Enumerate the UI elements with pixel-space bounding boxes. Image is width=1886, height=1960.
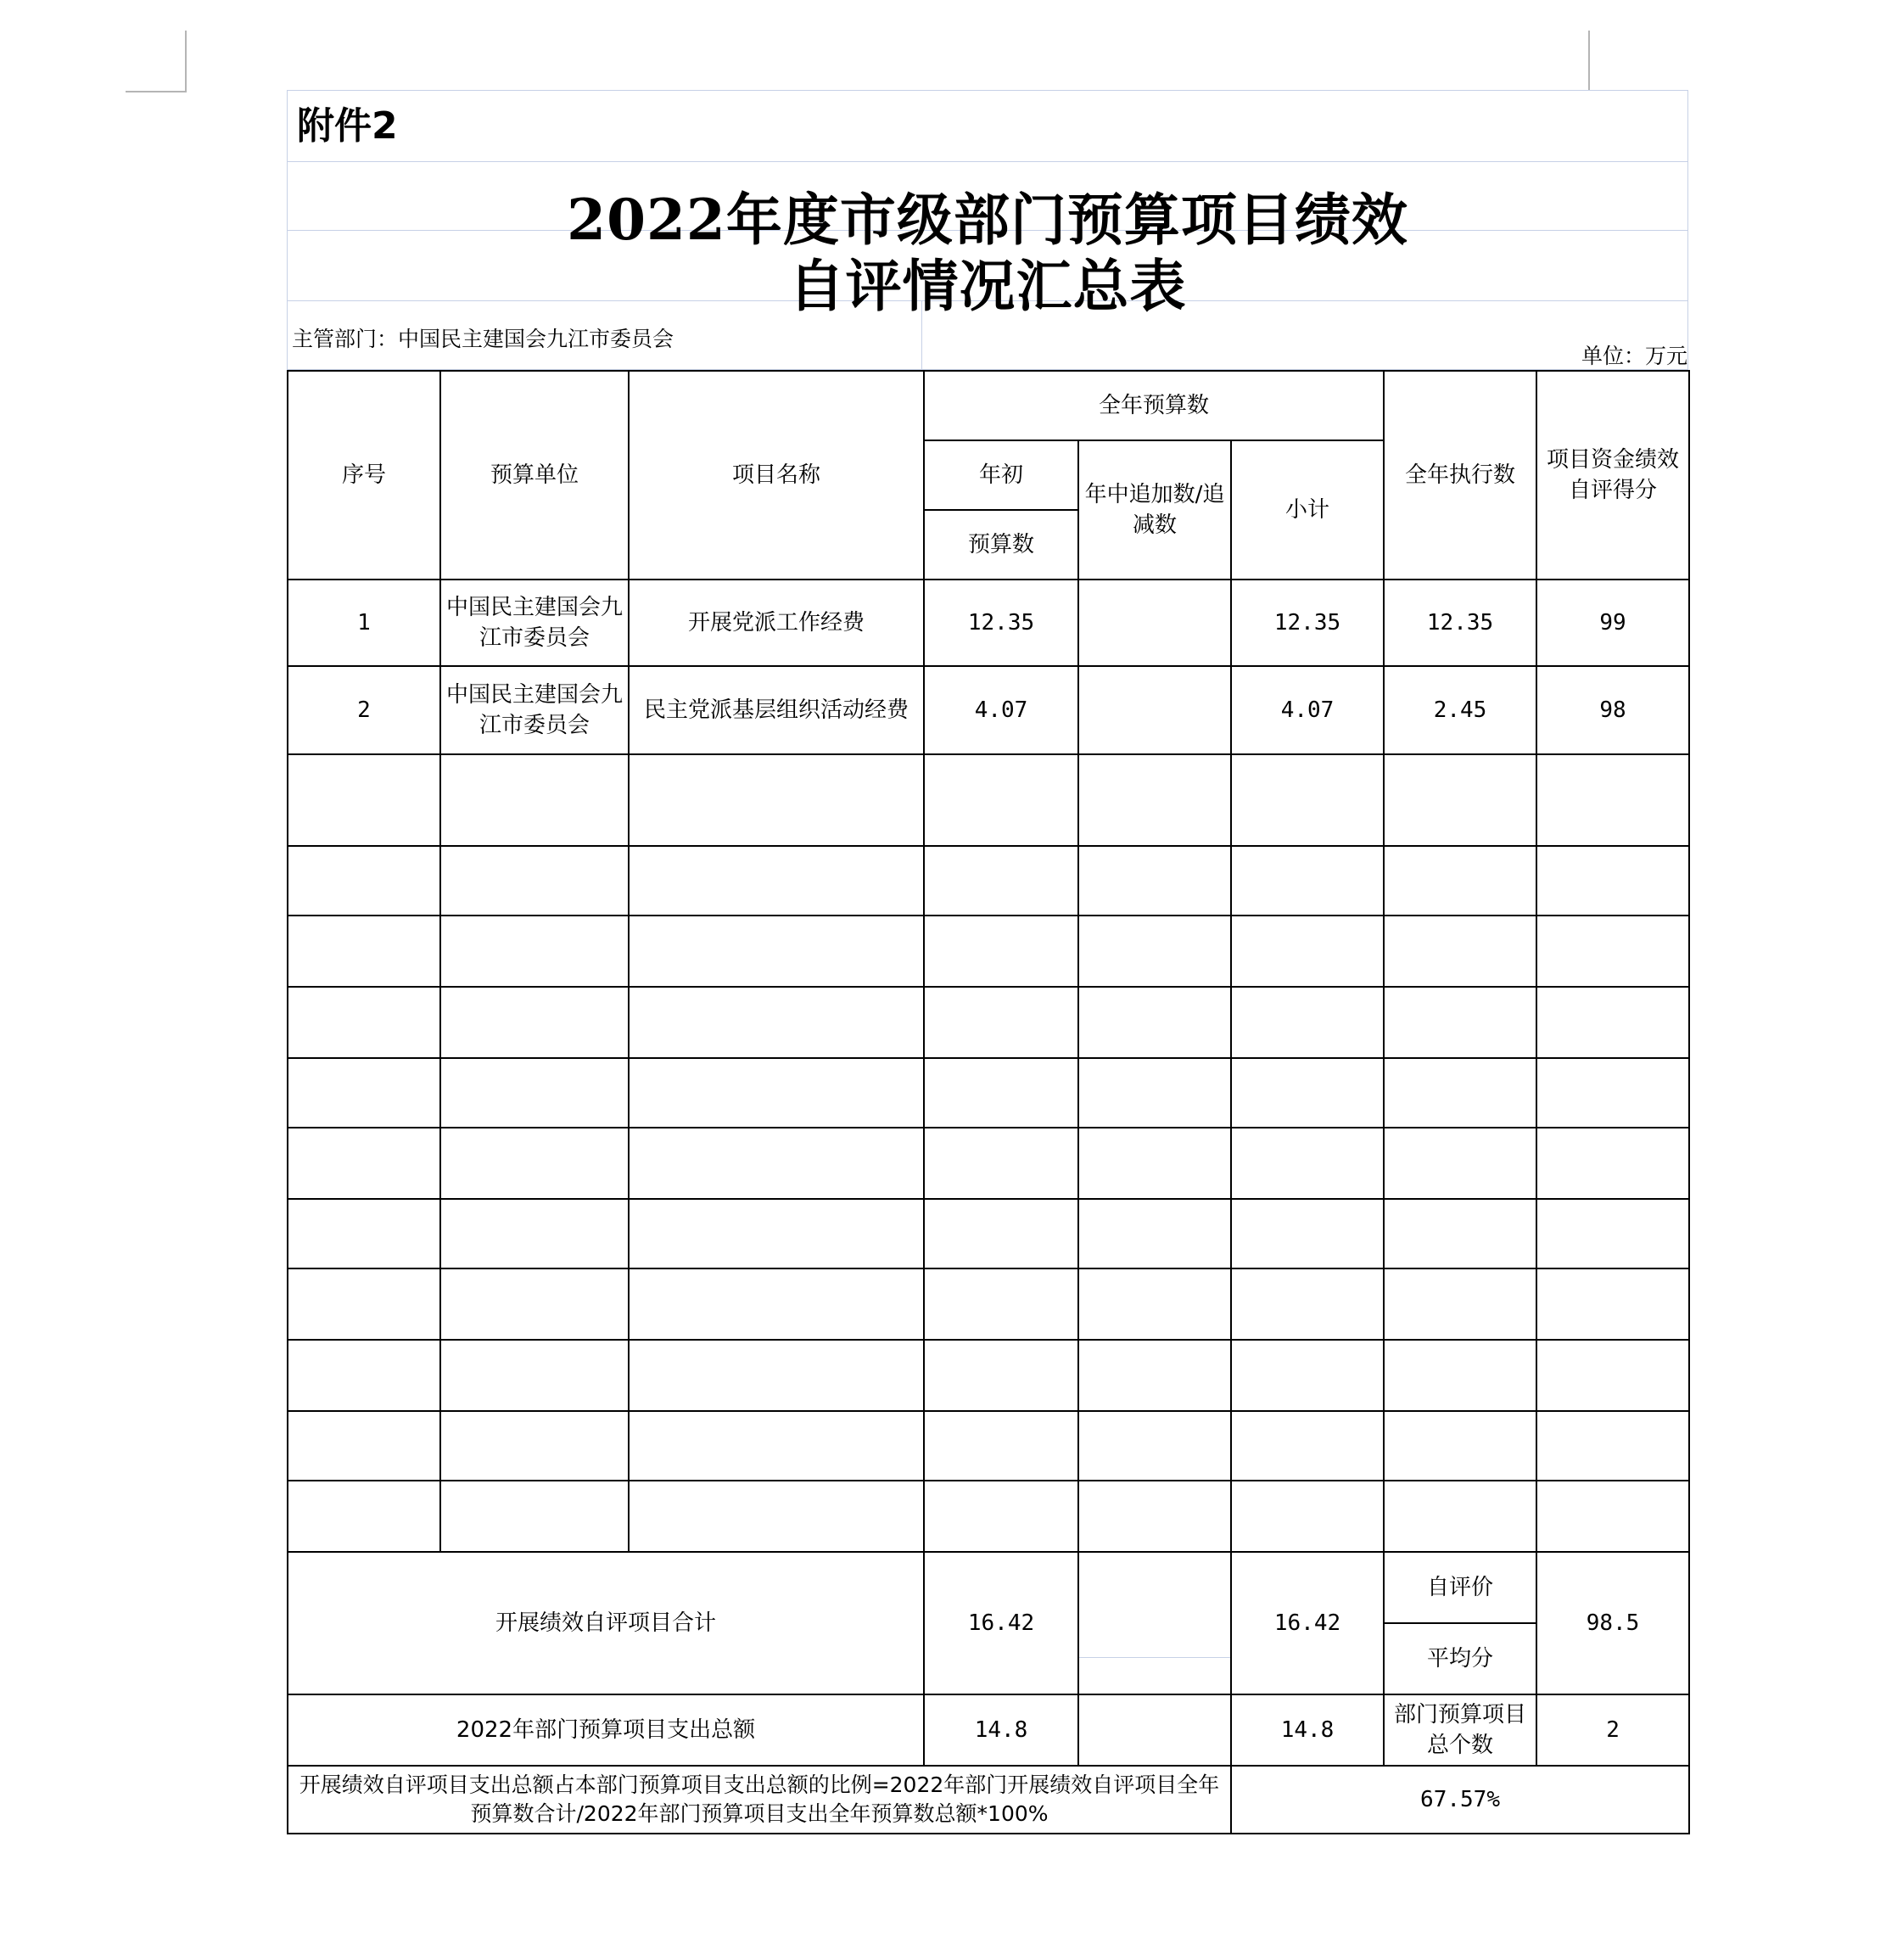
- project-count-label: 部门预算项目总个数: [1384, 1694, 1536, 1766]
- header-seq: 序号: [288, 371, 440, 580]
- cell-executed: 2.45: [1384, 666, 1536, 754]
- crop-mark-left-h: [126, 91, 187, 92]
- cell-seq: 2: [288, 666, 440, 754]
- cell-subtotal: 12.35: [1231, 580, 1384, 666]
- avg-score-label-bottom: 平均分: [1427, 1646, 1494, 1672]
- table-row: [288, 580, 1689, 666]
- ratio-label: 开展绩效自评项目支出总额占本部门预算项目支出总额的比例=2022年部门开展绩效自评项目全年预算数合计/2022年部门预算项目支出全年预算数总额*100%: [288, 1766, 1231, 1834]
- cell-seq: 1: [288, 580, 440, 666]
- annex-label: 附件2: [297, 104, 398, 148]
- page-title-line1: 2022年度市级部门预算项目绩效: [567, 187, 1408, 253]
- page-title-line2: 自评情况汇总表: [788, 253, 1187, 319]
- self-eval-total-row: [288, 1552, 1689, 1694]
- header-initial-bottom: 预算数: [924, 510, 1078, 580]
- dept-total-row: [288, 1694, 1689, 1766]
- cell-unit: 中国民主建国会九江市委员会: [440, 666, 629, 754]
- empty-row: [288, 1268, 1689, 1340]
- empty-row: [288, 1128, 1689, 1199]
- header-score: 项目资金绩效自评得分: [1536, 371, 1689, 580]
- cell-project: 开展党派工作经费: [629, 580, 924, 666]
- cell-project: 民主党派基层组织活动经费: [629, 666, 924, 754]
- cell-subtotal: 4.07: [1231, 666, 1384, 754]
- crop-mark-left-v: [185, 31, 187, 92]
- empty-row: [288, 1340, 1689, 1411]
- table-row: [288, 666, 1689, 754]
- header-subtotal: 小计: [1231, 440, 1384, 580]
- empty-row: [288, 1411, 1689, 1481]
- crop-mark-right-v: [1588, 31, 1590, 90]
- avg-score-label: [1384, 1552, 1536, 1694]
- self-eval-total-initial: 16.42: [924, 1552, 1078, 1694]
- unit-label: 单位：万元: [1581, 344, 1687, 368]
- header-executed: 全年执行数: [1384, 371, 1536, 580]
- empty-row: [288, 1481, 1689, 1552]
- empty-row: [288, 846, 1689, 916]
- ratio-value: 67.57%: [1231, 1766, 1689, 1834]
- empty-row: [288, 987, 1689, 1058]
- empty-row: [288, 1199, 1689, 1268]
- avg-score-value: 98.5: [1536, 1552, 1689, 1694]
- cell-score: 99: [1536, 580, 1689, 666]
- empty-row: [288, 1058, 1689, 1128]
- cell-score: 98: [1536, 666, 1689, 754]
- dept-total-initial: 14.8: [924, 1694, 1078, 1766]
- department-label: 主管部门：中国民主建国会九江市委员会: [292, 327, 674, 351]
- self-eval-total-label: 开展绩效自评项目合计: [288, 1552, 924, 1694]
- dept-total-mid: [1078, 1694, 1231, 1766]
- cell-initial: 12.35: [924, 580, 1078, 666]
- header-mid-year: 年中追加数/追减数: [1078, 440, 1231, 580]
- project-count-value: 2: [1536, 1694, 1689, 1766]
- cell-unit: 中国民主建国会九江市委员会: [440, 580, 629, 666]
- avg-score-label-top: 自评价: [1385, 1553, 1536, 1624]
- empty-row: [288, 916, 1689, 987]
- dept-total-label: 2022年部门预算项目支出总额: [288, 1694, 924, 1766]
- dept-total-subtotal: 14.8: [1231, 1694, 1384, 1766]
- summary-table: [287, 370, 1690, 1834]
- cell-initial: 4.07: [924, 666, 1078, 754]
- header-unit: 预算单位: [440, 371, 629, 580]
- header-project: 项目名称: [629, 371, 924, 580]
- self-eval-total-mid: [1078, 1552, 1231, 1694]
- ratio-row: [288, 1766, 1689, 1834]
- cell-executed: 12.35: [1384, 580, 1536, 666]
- cell-mid: [1078, 666, 1231, 754]
- header-initial-top: 年初: [924, 440, 1078, 510]
- empty-row: [288, 754, 1689, 846]
- self-eval-total-subtotal: 16.42: [1231, 1552, 1384, 1694]
- header-row-1: [288, 371, 1689, 440]
- cell-mid: [1078, 580, 1231, 666]
- header-annual-budget: 全年预算数: [924, 371, 1384, 440]
